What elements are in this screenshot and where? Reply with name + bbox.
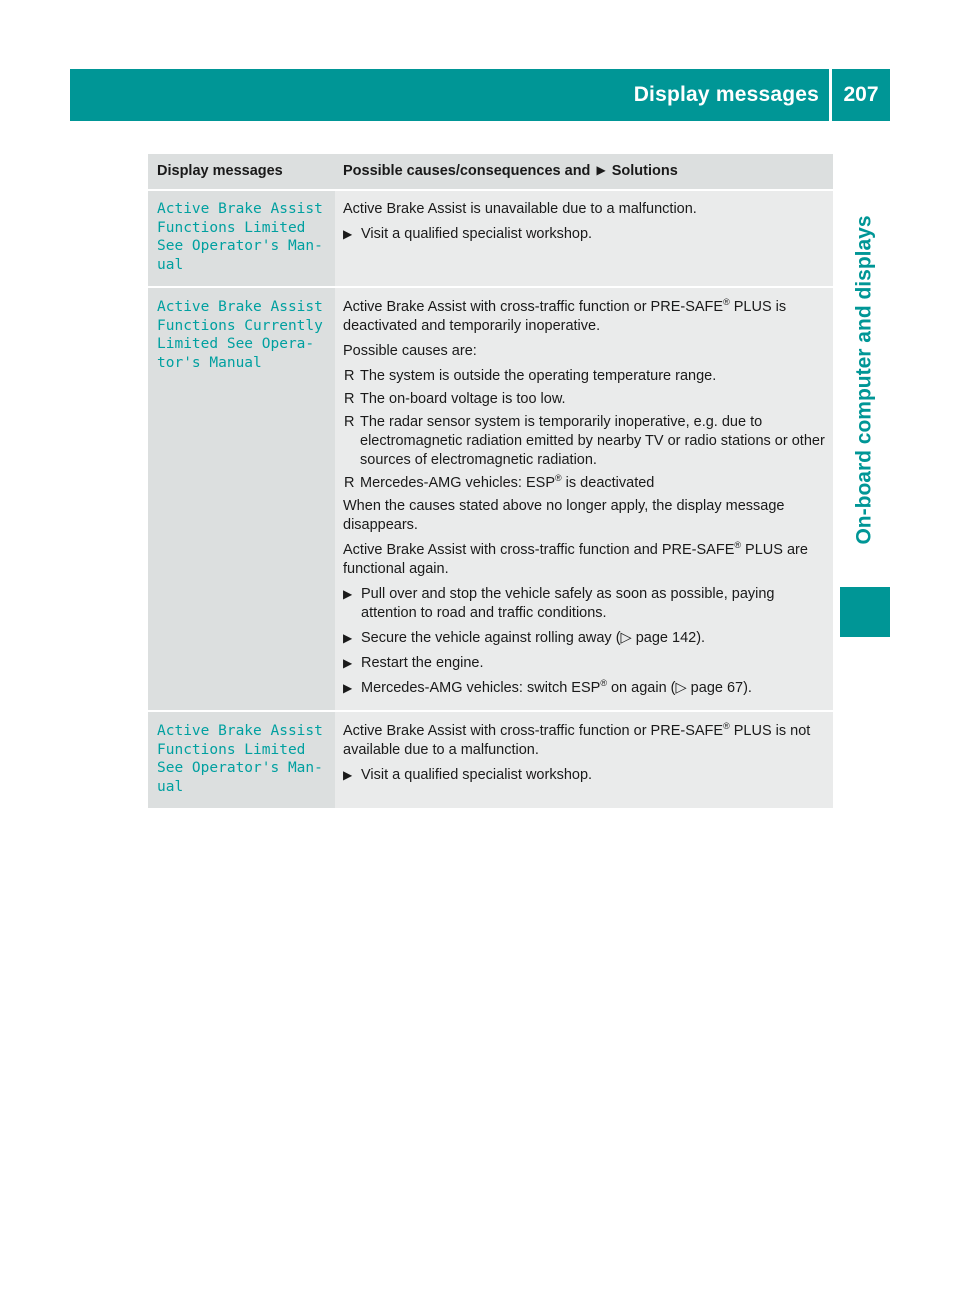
cause-text-part: Active Brake Assist with cross-traffic function or PRE-SAFE [343, 299, 724, 315]
note-text-part: Active Brake Assist with cross-traffic function and PRE-SAFE [343, 542, 735, 558]
bullet-icon: R [344, 391, 355, 407]
note-text: When the causes stated above no longer apply, the display message disappears. [343, 498, 785, 533]
side-tab [840, 130, 890, 630]
cause-bullet [343, 367, 825, 386]
action-step-text [361, 630, 705, 646]
cause-bullet [343, 474, 825, 493]
causes-label: Possible causes are: [343, 343, 477, 359]
registered-mark: ® [723, 297, 730, 308]
page-reference-link[interactable]: page 67). [686, 680, 752, 696]
column-header-messages: Display messages [148, 154, 335, 190]
action-arrow-icon: ▶ [343, 656, 353, 670]
registered-mark: ® [555, 473, 562, 484]
registered-mark: ® [600, 678, 607, 689]
cause-text-part: Active Brake Assist with cross-traffic function or PRE-SAFE [343, 723, 724, 739]
cause-bullet [343, 413, 825, 470]
display-messages-table [148, 154, 833, 810]
action-step-text: Visit a qualified specialist workshop. [361, 226, 593, 242]
table-row [148, 190, 833, 287]
action-step-part: Secure the vehicle against rolling away ( [361, 630, 621, 646]
page-reference-link[interactable]: page 142). [631, 630, 706, 646]
action-step [343, 766, 825, 785]
page-ref-icon[interactable]: ▷ [675, 680, 687, 696]
registered-mark: ® [723, 721, 730, 732]
page-header [70, 69, 890, 121]
action-step [343, 654, 825, 673]
table-row [148, 711, 833, 809]
solution-cell [335, 190, 833, 287]
cause-bullet-text [360, 475, 654, 491]
note-text [343, 541, 825, 579]
action-arrow-icon: ▶ [596, 163, 606, 177]
action-step-text: Pull over and stop the vehicle safely as soon as possible, paying attention to road and traffic conditions. [361, 586, 775, 621]
cause-text-part: PLUS is not available due to a malfunction. [343, 723, 811, 758]
cause-text-part: PLUS is deactivated and temporarily inoperative. [343, 299, 787, 334]
action-arrow-icon: ▶ [343, 768, 353, 782]
bullet-icon: R [344, 368, 355, 384]
action-step-text: Restart the engine. [361, 655, 484, 671]
cause-bullet-text: The system is outside the operating temperature range. [360, 368, 717, 384]
solution-cell [335, 287, 833, 711]
action-step-part: on again ( [606, 680, 676, 696]
display-message-text: Active Brake Assist Functions Limited See Operator's Man‐ ual [157, 201, 323, 273]
action-arrow-icon: ▶ [343, 631, 353, 645]
cause-text [343, 298, 825, 336]
action-arrow-icon: ▶ [343, 587, 353, 601]
note-text-part: PLUS are functional again. [343, 542, 808, 577]
table-header-row [148, 154, 833, 190]
cause-text [343, 722, 825, 760]
cause-bullet-text: The on-board voltage is too low. [360, 391, 566, 407]
chapter-label: On-board computer and displays [853, 215, 876, 545]
column-header-prefix: Possible causes/consequences and [343, 163, 591, 179]
action-arrow-icon: ▶ [343, 227, 353, 241]
cause-bullet [343, 390, 825, 409]
action-step-part: Mercedes-AMG vehicles: switch ESP [361, 680, 601, 696]
table-row [148, 287, 833, 711]
column-header-suffix: Solutions [611, 163, 678, 179]
action-step [343, 629, 825, 648]
message-cell [148, 711, 335, 809]
cause-bullet-part: is deactivated [561, 475, 655, 491]
action-step [343, 225, 825, 244]
section-title: Display messages [633, 83, 819, 106]
solution-cell [335, 711, 833, 809]
bullet-icon: R [344, 414, 355, 430]
page-ref-icon[interactable]: ▷ [620, 630, 632, 646]
column-header-solutions [335, 154, 833, 190]
page-number: 207 [843, 83, 879, 106]
display-message-text: Active Brake Assist Functions Limited See Operator's Man‐ ual [157, 723, 323, 795]
action-arrow-icon: ▶ [343, 681, 353, 695]
cause-bullet-text: The radar sensor system is temporarily inoperative, e.g. due to electromagnetic radiation emitted by nearby TV or radio stations or other sources of electromagnetic radiation. [360, 414, 825, 468]
chapter-marker [840, 587, 890, 637]
message-cell [148, 190, 335, 287]
action-step-text: Visit a qualified specialist workshop. [361, 767, 593, 783]
action-step [343, 679, 825, 698]
cause-bullet-part: Mercedes-AMG vehicles: ESP [360, 475, 556, 491]
registered-mark: ® [734, 540, 742, 551]
bullet-icon: R [344, 475, 355, 491]
action-step [343, 585, 825, 623]
cause-text: Active Brake Assist is unavailable due to a malfunction. [343, 201, 697, 217]
message-cell [148, 287, 335, 711]
action-step-text [361, 680, 752, 696]
display-message-text: Active Brake Assist Functions Currently Limited See Opera‐ tor's Manual [157, 299, 323, 371]
